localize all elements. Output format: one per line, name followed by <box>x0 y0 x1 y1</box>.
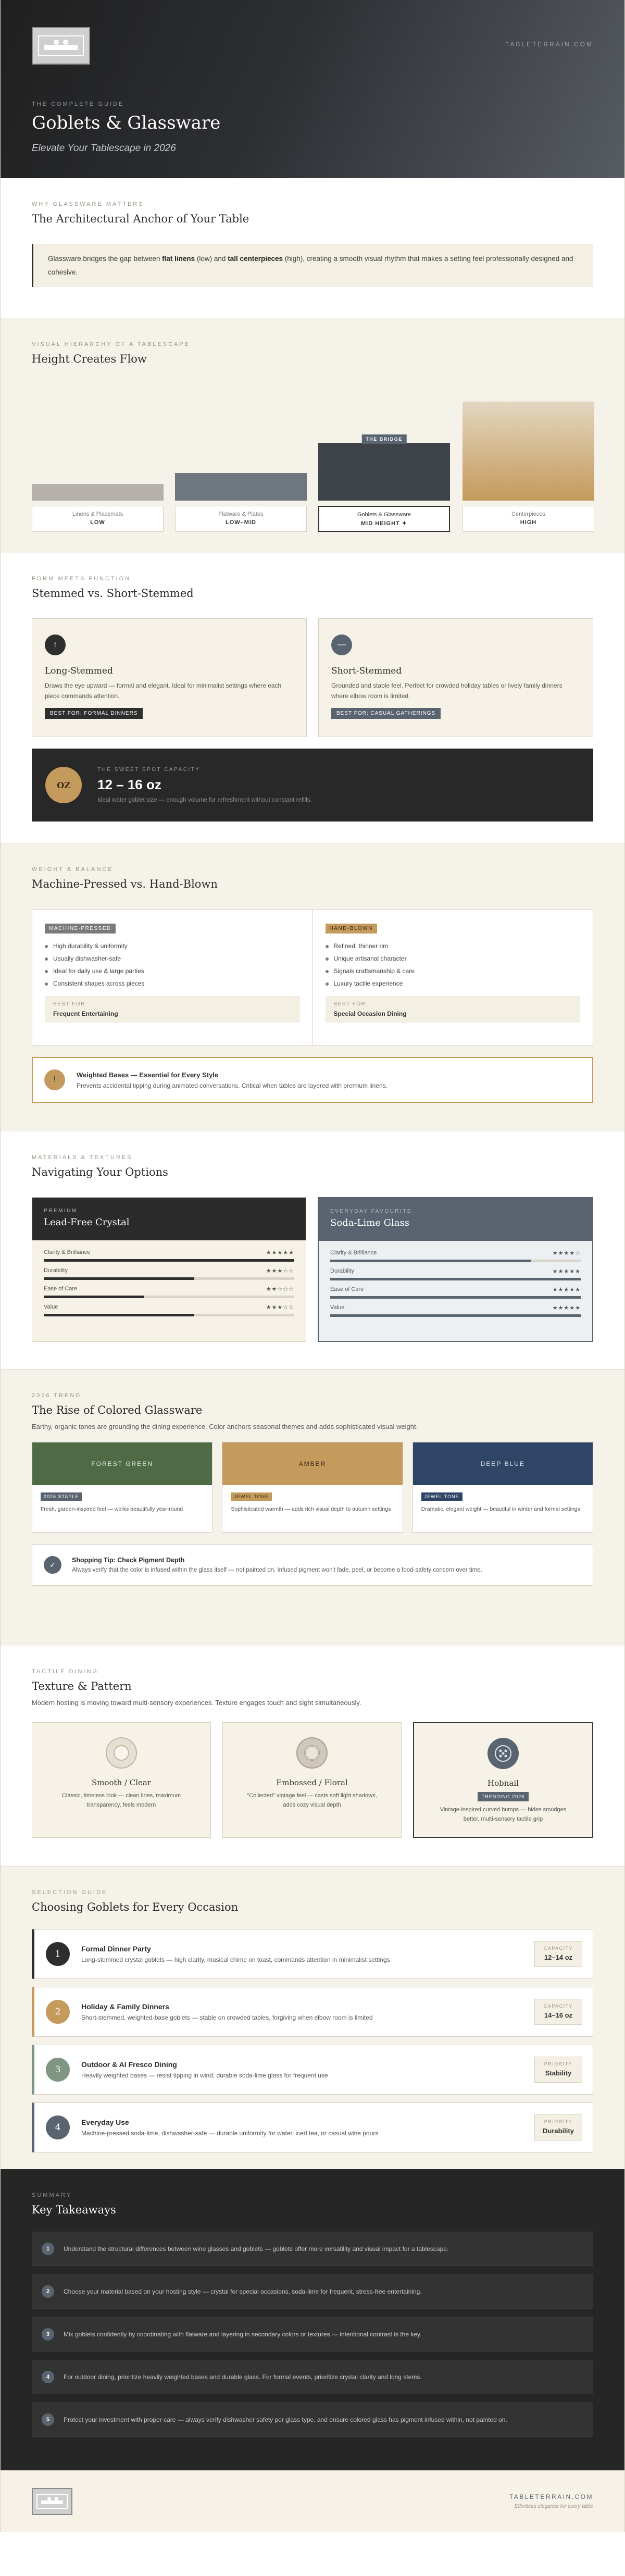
card-desc: Grounded and stable feel. Perfect for crowded holiday tables or lively family dinners where elbow room is limited. <box>331 682 562 700</box>
height-chart: Linens & Placemats LOW Flatware & Plates LOW–MID THE BRIDGE Goblets & Glassware MID HEIGHT ✦ Centerpieces HIGH <box>32 381 593 532</box>
occasion-desc: Heavily weighted bases — resist tipping in wind; durable soda-lime glass for frequent use <box>81 2072 328 2079</box>
list-item: Unique artisanal character <box>326 952 581 965</box>
pressed-tag: MACHINE-PRESSED <box>45 924 116 934</box>
rating-fill <box>330 1278 581 1280</box>
occasion-number: 1 <box>46 1942 70 1966</box>
texture-card-hobnail <box>413 1722 593 1838</box>
takeaway-text: Protect your investment with proper care — always verify dishwasher safety per glass type, and ensure colored glass has pigment infused within, not painted on. <box>64 2416 507 2423</box>
best-for-box: BEST FOR Frequent Entertaining <box>45 996 300 1023</box>
rating-fill <box>330 1296 581 1299</box>
capacity-box: CAPACITY 12–14 oz <box>534 1941 582 1967</box>
takeaway-text: Understand the structural differences between wine glasses and goblets — goblets offer more versatility and visual impact for a tablescape. <box>64 2245 449 2253</box>
material-header <box>32 1198 306 1240</box>
rating-row <box>44 1264 294 1282</box>
list-item: Ideal for daily use & large parties <box>45 965 300 977</box>
level-bar <box>32 484 164 501</box>
takeaway-number: 4 <box>42 2371 54 2383</box>
rating-track <box>330 1260 581 1262</box>
rating-stars: ★★★☆☆ <box>266 1304 294 1311</box>
rating-track <box>44 1296 294 1298</box>
rating-fill <box>330 1314 581 1317</box>
takeaway-number: 2 <box>42 2285 54 2298</box>
takeaway-text: Mix goblets confidently by coordinating with flatware and layering in secondary colors or textures — intentional contrast is the key. <box>64 2331 422 2338</box>
material-card-soda-lime <box>318 1197 593 1342</box>
texture-card-embossed <box>222 1722 402 1838</box>
stem-section <box>1 553 624 843</box>
best-for-box: BEST FOR Special Occasion Dining <box>326 996 581 1023</box>
priority-box: PRIORITY Durability <box>534 2114 582 2141</box>
occasion-item <box>32 1929 593 1979</box>
sweet-label: THE SWEET SPOT CAPACITY <box>97 767 201 773</box>
material-card-crystal <box>32 1197 306 1342</box>
color-card-forest-green <box>32 1442 213 1533</box>
rating-name: Clarity & Brilliance <box>44 1249 91 1255</box>
section-title: Navigating Your Options <box>32 1166 168 1178</box>
occasion-number: 2 <box>46 2000 70 2024</box>
list-item: Consistent shapes across pieces <box>45 977 300 990</box>
rating-row <box>330 1301 581 1319</box>
capacity-box: CAPACITY 14–16 oz <box>534 1999 582 2025</box>
card-desc: Vintage-inspired curved bumps — hides smudges better, multi-sensory tactile grip <box>440 1807 567 1822</box>
rating-name: Clarity & Brilliance <box>330 1250 377 1256</box>
occasion-title: Outdoor & Al Fresco Dining <box>81 2060 177 2069</box>
takeaways-section <box>1 2169 624 2470</box>
takeaway-item <box>32 2403 593 2437</box>
trending-pill: TRENDING 2026 <box>478 1792 529 1801</box>
color-desc: Fresh, garden-inspired feel — works beautifully year-round <box>41 1506 183 1512</box>
rating-name: Ease of Care <box>330 1286 364 1292</box>
why-quote: Glassware bridges the gap between flat linens (low) and tall centerpieces (high), creating a smooth visual rhythm that makes a setting feel professionally designed and cohesive. <box>32 244 593 287</box>
best-for-pill: BEST FOR: FORMAL DINNERS <box>45 708 143 719</box>
callout-desc: Prevents accidental tipping during animated conversations. Critical when tables are layered with premium linens. <box>77 1081 388 1089</box>
card-desc: "Collected" vintage feel — casts soft light shadows, adds cozy visual depth <box>247 1793 377 1808</box>
card-title: Short-Stemmed <box>331 666 402 676</box>
blown-tag: HAND-BLOWN <box>326 924 377 934</box>
list-item: Signals craftsmanship & care <box>326 965 581 977</box>
section-eyebrow: SELECTION GUIDE <box>32 1889 108 1896</box>
page-subtitle: Elevate Your Tablescape in 2026 <box>32 143 176 154</box>
rating-track <box>330 1314 581 1317</box>
list-item: Luxury tactile experience <box>326 977 581 990</box>
list-item: Refined, thinner rim <box>326 940 581 952</box>
section-eyebrow: WHY GLASSWARE MATTERS <box>32 201 144 207</box>
rating-stars: ★★★★★ <box>552 1287 581 1293</box>
rating-fill <box>44 1277 194 1280</box>
footer-site-link[interactable]: TABLETERRAIN.COM <box>509 2493 593 2500</box>
alert-icon: ! <box>44 1069 65 1090</box>
tip-desc: Always verify that the color is infused within the glass itself — not painted on. Infused pigment won't fade, peel, or become a food-safety concern over time. <box>72 1567 482 1573</box>
material-name: Lead-Free Crystal <box>44 1217 130 1228</box>
oz-badge: OZ <box>45 767 82 803</box>
rating-track <box>330 1278 581 1280</box>
takeaway-item <box>32 2232 593 2266</box>
card-desc: Draws the eye upward — formal and elegant. Ideal for minimalist settings where each piece commands attention. <box>45 682 282 700</box>
rating-name: Durability <box>330 1268 354 1274</box>
takeaway-item <box>32 2274 593 2309</box>
takeaway-item <box>32 2360 593 2394</box>
section-eyebrow: TACTILE DINING <box>32 1669 98 1675</box>
color-tag: JEWEL TONE <box>231 1492 272 1501</box>
rating-row <box>44 1282 294 1300</box>
section-title: The Architectural Anchor of Your Table <box>32 213 249 225</box>
occasion-item <box>32 1987 593 2037</box>
smooth-glass-icon <box>106 1737 137 1769</box>
card-title: Smooth / Clear <box>91 1778 152 1787</box>
color-card-amber <box>222 1442 403 1533</box>
embossed-glass-icon <box>296 1737 328 1769</box>
section-title: Stemmed vs. Short-Stemmed <box>32 587 194 600</box>
section-title: Texture & Pattern <box>32 1680 132 1693</box>
section-eyebrow: VISUAL HIERARCHY OF A TABLESCAPE <box>32 341 191 347</box>
callout-title: Weighted Bases — Essential for Every Style <box>77 1071 219 1079</box>
occasion-desc: Long-stemmed crystal goblets — high clarity, musical chime on toast, commands attention in minimalist settings <box>81 1956 390 1963</box>
section-intro: Earthy, organic tones are grounding the dining experience. Color anchors seasonal themes and adds sophisticated visual weight. <box>32 1423 418 1430</box>
height-section <box>1 318 624 553</box>
rating-row <box>330 1264 581 1283</box>
short-stemmed-card <box>318 618 593 737</box>
texture-card-smooth <box>32 1722 211 1838</box>
material-label: PREMIUM <box>44 1208 78 1214</box>
rating-track <box>44 1277 294 1280</box>
section-title: Height Creates Flow <box>32 353 147 365</box>
section-title: The Rise of Colored Glassware <box>32 1404 203 1416</box>
rating-stars: ★★★★★ <box>552 1268 581 1275</box>
rating-name: Value <box>44 1304 58 1310</box>
texture-section <box>1 1646 624 1866</box>
occasion-title: Holiday & Family Dinners <box>81 2002 169 2011</box>
check-icon: ✓ <box>44 1556 61 1574</box>
arrow-up-icon: ↑ <box>45 634 66 655</box>
rating-track <box>44 1259 294 1262</box>
rating-row <box>44 1246 294 1264</box>
sweet-desc: Ideal water goblet size — enough volume for refreshment without constant refills. <box>97 797 312 803</box>
color-desc: Dramatic, elegant weight — beautiful in winter and formal settings <box>421 1506 580 1512</box>
dash-icon: — <box>331 634 352 655</box>
best-for-pill: BEST FOR: CASUAL GATHERINGS <box>331 708 441 719</box>
hand-blown-panel <box>312 910 593 1045</box>
rating-stars: ★★★☆☆ <box>266 1268 294 1274</box>
rating-stars: ★★★★★ <box>266 1250 294 1256</box>
section-title: Choosing Goblets for Every Occasion <box>32 1901 239 1913</box>
rating-fill <box>44 1314 194 1316</box>
card-title: Hobnail <box>488 1778 519 1788</box>
rating-stars: ★★☆☆☆ <box>266 1286 294 1292</box>
material-label: EVERYDAY FAVOURITE <box>330 1209 413 1214</box>
takeaway-item <box>32 2317 593 2351</box>
color-swatch: AMBER <box>222 1442 402 1485</box>
trend-section <box>1 1369 624 1646</box>
rating-name: Value <box>330 1304 345 1311</box>
material-header <box>319 1198 592 1241</box>
hobnail-glass-icon <box>488 1738 519 1769</box>
hero-eyebrow: THE COMPLETE GUIDE <box>32 101 124 107</box>
card-title: Long-Stemmed <box>45 666 113 676</box>
site-name[interactable]: TABLETERRAIN.COM <box>505 41 593 48</box>
why-section <box>1 178 624 318</box>
occasion-title: Formal Dinner Party <box>81 1945 151 1953</box>
takeaway-number: 1 <box>42 2243 54 2255</box>
machine-pressed-panel <box>32 910 312 1045</box>
footer-logo[interactable] <box>32 2488 72 2515</box>
card-title: Embossed / Floral <box>276 1778 348 1787</box>
shopping-tip <box>32 1544 593 1586</box>
level-bar <box>463 402 594 501</box>
section-title: Key Takeaways <box>32 2204 116 2216</box>
sweet-value: 12 – 16 oz <box>97 777 161 792</box>
page-title: Goblets & Glassware <box>32 113 221 133</box>
rating-name: Ease of Care <box>44 1286 78 1292</box>
takeaway-text: For outdoor dining, prioritize heavily weighted bases and durable glass. For formal events, prioritize crystal clarity and long stems. <box>64 2373 422 2381</box>
occasion-section <box>1 1866 624 2169</box>
takeaway-text: Choose your material based on your hosting style — crystal for special occasions, soda-lime for frequent, stress-free entertaining. <box>64 2288 422 2295</box>
list-item: Usually dishwasher-safe <box>45 952 300 965</box>
color-desc: Sophisticated warmth — adds rich visual depth to autumn settings <box>231 1506 391 1512</box>
level-bar <box>318 437 450 501</box>
occasion-desc: Short-stemmed, weighted-base goblets — stable on crowded tables, forgiving when elbow room is limited <box>81 2014 373 2021</box>
takeaway-number: 5 <box>42 2413 54 2426</box>
section-eyebrow: FORM MEETS FUNCTION <box>32 576 131 582</box>
section-eyebrow: WEIGHT & BALANCE <box>32 866 114 873</box>
weighted-bases-callout <box>32 1057 593 1103</box>
rating-fill <box>330 1260 531 1262</box>
color-tag: 2026 STAPLE <box>41 1492 82 1501</box>
color-tag: JEWEL TONE <box>421 1492 463 1501</box>
bridge-badge: THE BRIDGE <box>361 434 407 444</box>
materials-section <box>1 1131 624 1369</box>
rating-track <box>330 1296 581 1299</box>
rating-fill <box>44 1259 294 1262</box>
color-card-deep-blue <box>413 1442 593 1533</box>
occasion-item <box>32 2045 593 2095</box>
color-swatch: FOREST GREEN <box>32 1442 212 1485</box>
footer-tagline: Effortless elegance for every table <box>514 2504 593 2509</box>
occasion-item <box>32 2102 593 2152</box>
section-eyebrow: MATERIALS & TEXTURES <box>32 1154 133 1161</box>
occasion-title: Everyday Use <box>81 2118 129 2126</box>
rating-fill <box>44 1296 144 1298</box>
rating-track <box>44 1314 294 1316</box>
card-desc: Classic, timeless look — clean lines, maximum transparency, feels modern <box>61 1793 181 1808</box>
tip-title: Shopping Tip: Check Pigment Depth <box>72 1557 185 1564</box>
rating-row <box>330 1246 581 1264</box>
rating-row <box>44 1300 294 1318</box>
list-item: High durability & uniformity <box>45 940 300 952</box>
rating-row <box>330 1283 581 1301</box>
section-title: Machine-Pressed vs. Hand-Blown <box>32 878 218 890</box>
rating-name: Durability <box>44 1267 68 1274</box>
color-swatch: DEEP BLUE <box>413 1442 593 1485</box>
long-stemmed-card <box>32 618 307 737</box>
priority-box: PRIORITY Stability <box>534 2057 582 2083</box>
material-name: Soda-Lime Glass <box>330 1217 409 1228</box>
takeaway-number: 3 <box>42 2328 54 2341</box>
level-bar <box>175 473 307 501</box>
hero-header <box>1 0 624 178</box>
site-logo[interactable] <box>32 27 90 65</box>
sweet-spot-banner <box>32 749 593 822</box>
occasion-number: 3 <box>46 2058 70 2082</box>
section-intro: Modern hosting is moving toward multi-sensory experiences. Texture engages touch and sight simultaneously. <box>32 1699 361 1707</box>
rating-stars: ★★★★☆ <box>552 1250 581 1256</box>
occasion-desc: Machine-pressed soda-lime, dishwasher-safe — durable uniformity for water, iced tea, or casual wine pours <box>81 2130 379 2137</box>
rating-stars: ★★★★★ <box>552 1305 581 1311</box>
page-footer <box>1 2470 624 2532</box>
section-eyebrow: SUMMARY <box>32 2192 72 2198</box>
occasion-number: 4 <box>46 2115 70 2139</box>
section-eyebrow: 2026 TREND <box>32 1392 82 1399</box>
machine-section <box>1 843 624 1131</box>
